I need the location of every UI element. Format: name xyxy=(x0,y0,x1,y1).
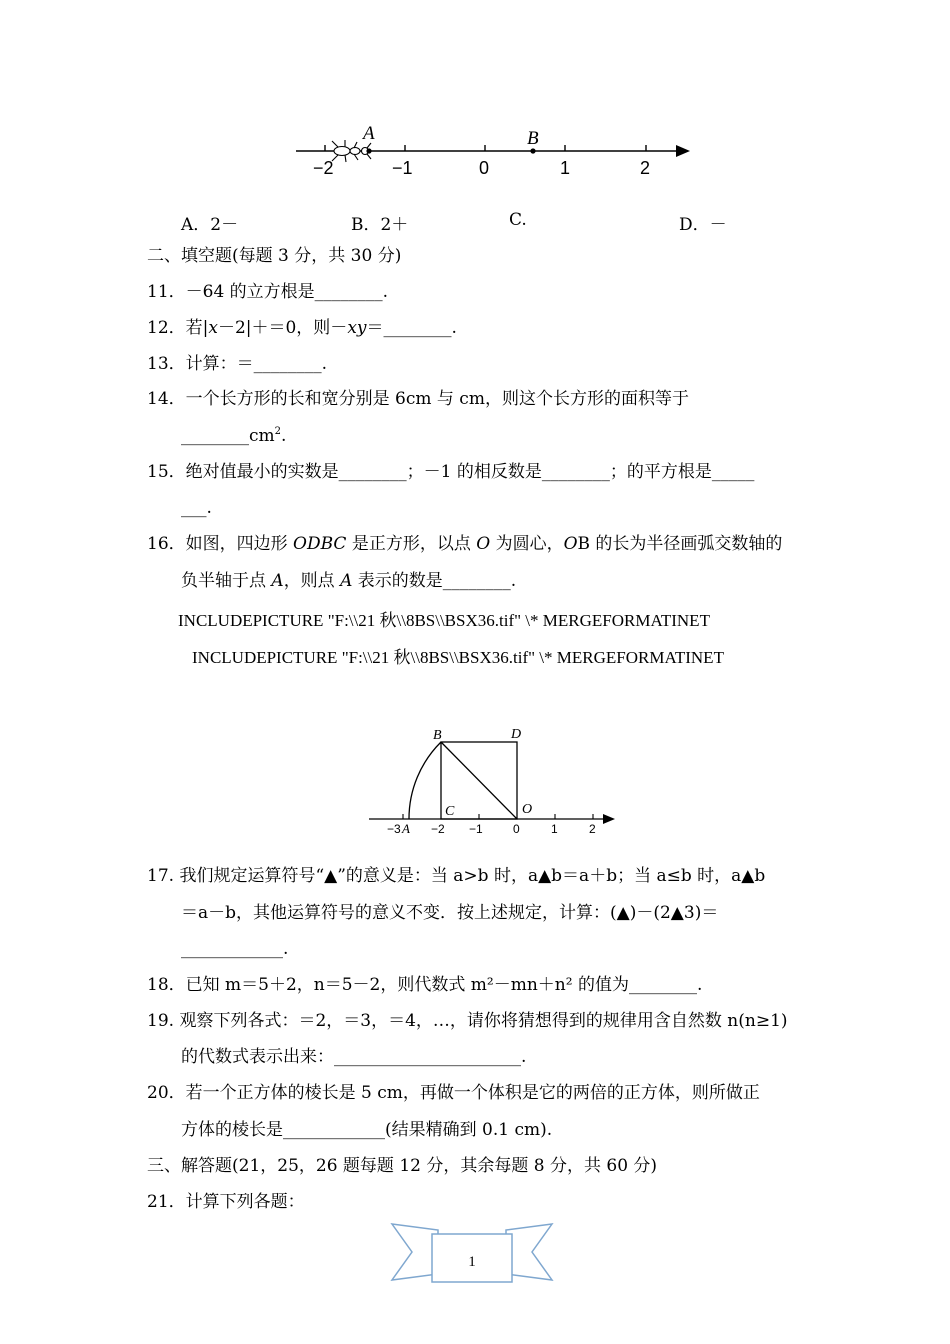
page-number-ribbon xyxy=(388,1220,556,1284)
point-a-dot xyxy=(366,148,371,153)
choice-b: B．2＋ xyxy=(351,215,409,235)
question-20-line-2: 方体的棱长是____________(结果精确到 0.1 cm). xyxy=(181,1120,553,1140)
label-b: B xyxy=(527,128,539,149)
square-arc-figure xyxy=(365,722,625,842)
tick-label: −2 xyxy=(431,822,445,836)
question-19-line-2: 的代数式表示出来：______________________. xyxy=(181,1047,527,1067)
include-picture-field-1: INCLUDEPICTURE "F:\\21 秋\\8BS\\BSX36.tif" \* MERGEFORMATINET xyxy=(178,611,710,630)
section-2-title: 二、填空题(每题 3 分，共 30 分) xyxy=(147,246,402,266)
tick-label: −1 xyxy=(392,158,413,178)
question-11: 11．－64 的立方根是________. xyxy=(147,282,389,302)
section-3-title: 三、解答题(21，25，26 题每题 12 分，其余每题 8 分，共 60 分) xyxy=(147,1156,658,1176)
label-b: B xyxy=(433,728,442,743)
question-14-line-1: 14．一个长方形的长和宽分别是 6cm 与 cm，则这个长方形的面积等于 xyxy=(147,389,689,409)
question-15-line-2: ___. xyxy=(181,498,212,518)
page-number: 1 xyxy=(468,1254,476,1270)
label-c: C xyxy=(445,804,455,819)
tick-label: 2 xyxy=(589,822,596,836)
label-o: O xyxy=(522,802,533,817)
question-17-line-3: ____________. xyxy=(181,939,289,959)
question-18: 18．已知 m＝5＋2，n＝5－2，则代数式 m²－mn＋n² 的值为________. xyxy=(147,975,703,995)
tick-label: 1 xyxy=(560,158,571,178)
axis-arrow-icon xyxy=(676,145,690,157)
tick-label: 2 xyxy=(640,158,651,178)
tick-label: −1 xyxy=(469,822,483,836)
label-d: D xyxy=(511,727,522,742)
question-14-line-2: $\_\_\_\_\_\_\_\_cm^2$. xyxy=(181,426,287,446)
question-12: 12．若|x－2|＋＝0，则－xy＝________. xyxy=(147,318,457,338)
tick-label: 0 xyxy=(513,822,520,836)
question-17-line-1: 17. 我们规定运算符号“▲”的意义是：当 a>b 时，a▲b＝a＋b；当 a≤b 时，a▲b xyxy=(147,866,766,886)
choice-d: D．－ xyxy=(679,215,727,235)
ribbon-left-tail xyxy=(392,1224,438,1280)
choice-a: A．2－ xyxy=(181,215,239,235)
question-16-line-1: 16．如图，四边形 ODBC 是正方形，以点 O 为圆心，OB 的长为半径画弧交数轴的 xyxy=(147,534,783,554)
ribbon-right-tail xyxy=(506,1224,552,1280)
axis-arrow-icon xyxy=(603,814,615,824)
question-19-line-1: 19. 观察下列各式：＝2，＝3，＝4，…，请你将猜想得到的规律用含自然数 n(n≥1) xyxy=(147,1011,788,1031)
question-15-line-1: 15．绝对值最小的实数是________；－1 的相反数是________；的平方根是_____ xyxy=(147,462,755,482)
include-picture-field-2: INCLUDEPICTURE "F:\\21 秋\\8BS\\BSX36.tif" \* MERGEFORMATINET xyxy=(192,648,724,667)
question-13: 13．计算：＝________. xyxy=(147,354,328,374)
label-a: A xyxy=(363,123,375,144)
question-17-line-2: ＝a－b，其他运算符号的意义不变．按上述规定，计算：(▲)－(2▲3)＝ xyxy=(181,903,719,923)
number-line-figure xyxy=(290,118,700,183)
tick-label: −2 xyxy=(313,158,334,178)
tick-label: −3 xyxy=(387,822,401,836)
label-a: A xyxy=(402,821,410,836)
question-21: 21．计算下列各题： xyxy=(147,1192,305,1212)
tick-label: 1 xyxy=(551,822,558,836)
choice-c: C. xyxy=(509,210,527,230)
point-b-dot xyxy=(530,148,535,153)
question-20-line-1: 20．若一个正方体的棱长是 5 cm，再做一个体积是它的两倍的正方体，则所做正 xyxy=(147,1083,760,1103)
arc-ba xyxy=(409,742,441,819)
tick-label: 0 xyxy=(479,158,490,178)
question-16-line-2: 负半轴于点 A，则点 A 表示的数是________. xyxy=(181,571,517,591)
